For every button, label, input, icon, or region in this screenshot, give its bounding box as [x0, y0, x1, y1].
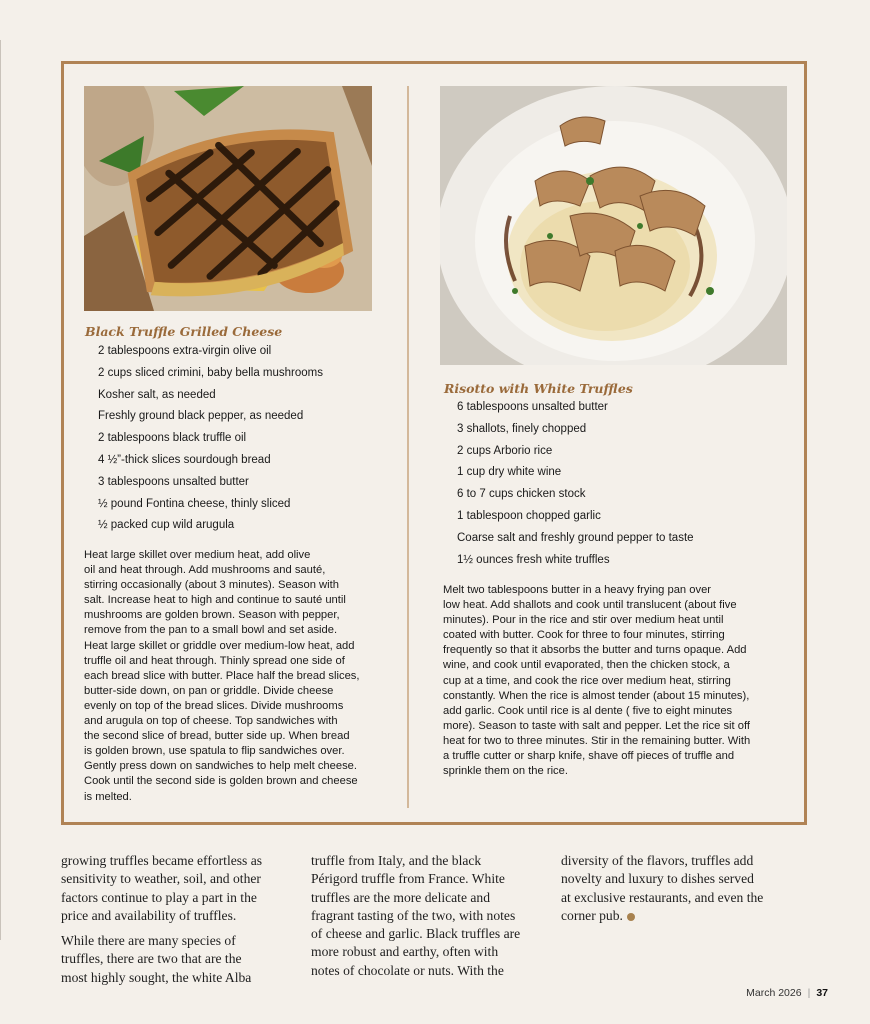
- ingredient-item: 1½ ounces fresh white truffles: [457, 553, 610, 566]
- method-line: cup at a time, and cook the rice over medium heat, stirring: [443, 674, 731, 687]
- ingredient-item: 3 tablespoons unsalted butter: [98, 475, 249, 488]
- end-of-article-icon: [627, 913, 635, 921]
- method-line: is golden brown, use spatula to flip sandwiches over.: [84, 745, 345, 758]
- method-line: add garlic. Cook until rice is al dente ( five to eight minutes: [443, 704, 733, 717]
- method-line: sprinkle them on the rice.: [443, 765, 568, 778]
- article-line: notes of chocolate or nuts. With the: [311, 962, 504, 978]
- ingredient-item: ½ pound Fontina cheese, thinly sliced: [98, 497, 291, 510]
- ingredient-item: Kosher salt, as needed: [98, 388, 216, 401]
- ingredient-item: 2 tablespoons extra-virgin olive oil: [98, 345, 272, 357]
- article-line: While there are many species of: [61, 933, 236, 949]
- method-grilled-cheese: [84, 548, 360, 805]
- ingredient-item: 6 to 7 cups chicken stock: [457, 488, 586, 501]
- article-last-line: [561, 907, 763, 925]
- method-line: Cook until the second side is golden brown and cheese: [84, 775, 358, 788]
- risotto-illustration: [440, 86, 787, 365]
- method-line: low heat. Add shallots and cook until translucent (about five: [443, 599, 737, 612]
- method-line: Heat large skillet or griddle over medium-low heat, add: [84, 639, 355, 652]
- article-line: growing truffles became effortless as: [61, 853, 263, 868]
- ingredient-item: 6 tablespoons unsalted butter: [457, 401, 608, 413]
- page-folio: [746, 987, 828, 999]
- ingredient-list-grilled-cheese: [98, 341, 323, 537]
- method-line: more). Season to taste with salt and pepper. Let the rice sit off: [443, 719, 750, 732]
- method-line: butter-side down, on pan or griddle. Divide cheese: [84, 684, 334, 697]
- article-line: truffles are the more delicate and: [311, 889, 491, 905]
- ingredient-item: 2 cups Arborio rice: [457, 444, 553, 457]
- article-line: most highly sought, the white Alba: [61, 969, 252, 985]
- article-line: corner pub.: [561, 907, 623, 923]
- method-line: remove from the pan to a small bowl and set aside.: [84, 624, 338, 637]
- method-risotto: [443, 583, 750, 779]
- method-line: truffle oil and heat through. Thinly spread one side of: [84, 654, 345, 667]
- ingredient-item: 2 tablespoons black truffle oil: [98, 432, 247, 445]
- article-line: fragrant tasting of the two, with notes: [311, 907, 516, 923]
- method-line: Melt two tablespoons butter in a heavy frying pan over: [443, 584, 712, 596]
- article-column-1: [61, 852, 262, 987]
- article-column-2: [311, 852, 520, 980]
- method-line: Heat large skillet over medium heat, add olive: [84, 549, 311, 561]
- article-line: Périgord truffle from France. White: [311, 871, 505, 887]
- method-line: each bread slice with butter. Place half the bread slices,: [84, 669, 360, 682]
- method-line: frequently so that it absorbs the butter and turns opaque. Add: [443, 644, 747, 657]
- ingredient-list-risotto: [457, 397, 694, 571]
- article-line: diversity of the flavors, truffles add: [561, 853, 754, 868]
- grilled-cheese-photo: [84, 86, 372, 311]
- ingredient-item: 4 ½”-thick slices sourdough bread: [98, 453, 271, 466]
- method-line: mushrooms are golden brown. Season with pepper,: [84, 609, 340, 622]
- issue-date: March 2026: [746, 987, 802, 999]
- article-line: of cheese and garlic. Black truffles are: [311, 926, 521, 942]
- recipe-title-risotto: Risotto with White Truffles: [444, 381, 633, 396]
- page-gutter-rule: [0, 40, 1, 940]
- recipe-title-grilled-cheese: Black Truffle Grilled Cheese: [85, 324, 283, 339]
- ingredient-item: 3 shallots, finely chopped: [457, 422, 587, 435]
- method-line: constantly. When the rice is almost tender (about 15 minutes),: [443, 689, 750, 702]
- article-line: novelty and luxury to dishes served: [561, 871, 754, 887]
- grilled-cheese-illustration: [84, 86, 372, 311]
- method-line: oil and heat through. Add mushrooms and sauté,: [84, 564, 326, 577]
- method-line: is melted.: [84, 790, 132, 803]
- method-line: wine, and cook until evaporated, then the chicken stock, a: [443, 659, 730, 672]
- ingredient-item: Coarse salt and freshly ground pepper to taste: [457, 531, 694, 544]
- method-line: minutes). Pour in the rice and stir over medium heat until: [443, 614, 724, 627]
- method-line: salt. Increase heat to high and continue to sauté until: [84, 594, 346, 607]
- recipe-column-divider: [407, 86, 409, 808]
- method-line: heat for two to three minutes. Stir in the remaining butter. With: [443, 734, 751, 747]
- ingredient-item: 1 tablespoon chopped garlic: [457, 509, 601, 522]
- method-line: coated with butter. Cook for three to four minutes, stirring: [443, 629, 725, 642]
- ingredient-item: ½ packed cup wild arugula: [98, 519, 235, 532]
- article-line: truffles, there are two that are the: [61, 951, 242, 967]
- ingredient-item: Freshly ground black pepper, as needed: [98, 410, 304, 423]
- ingredient-item: 2 cups sliced crimini, baby bella mushrooms: [98, 366, 323, 379]
- article-line: more robust and earthy, often with: [311, 944, 499, 960]
- risotto-photo: [440, 86, 787, 365]
- article-line: sensitivity to weather, soil, and other: [61, 871, 261, 887]
- ingredient-item: 1 cup dry white wine: [457, 466, 562, 479]
- method-line: Gently press down on sandwiches to help melt cheese.: [84, 760, 358, 773]
- article-column-3: [561, 852, 763, 925]
- folio-separator: |: [807, 987, 811, 999]
- method-line: and arugula on top of cheese. Top sandwiches with: [84, 715, 338, 728]
- article-line: factors continue to play a part in the: [61, 889, 257, 905]
- method-line: the second slice of bread, butter side up. When bread: [84, 730, 350, 743]
- page-number: 37: [816, 987, 828, 999]
- paragraph-gap: [61, 925, 262, 932]
- article-line: truffle from Italy, and the black: [311, 853, 482, 868]
- method-line: a truffle cutter or sharp knife, shave off pieces of truffle and: [443, 750, 735, 763]
- method-line: evenly on top of the bread slices. Divide mushrooms: [84, 699, 344, 712]
- article-line: price and availability of truffles.: [61, 907, 237, 923]
- method-line: stirring occasionally (about 3 minutes). Season with: [84, 579, 339, 592]
- article-line: at exclusive restaurants, and even the: [561, 889, 764, 905]
